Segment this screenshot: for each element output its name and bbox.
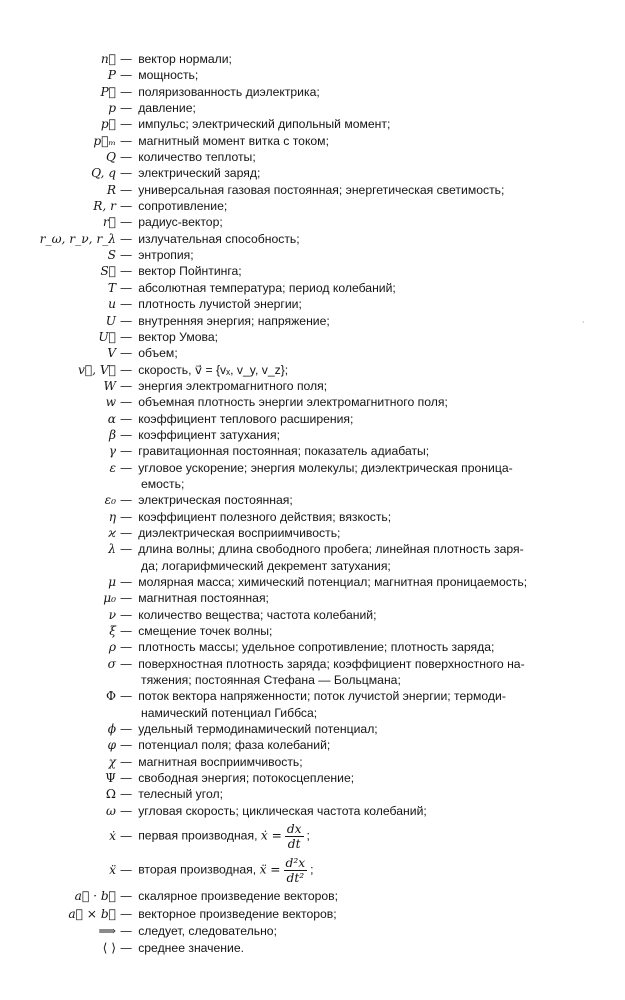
notation-entry — [0, 67, 625, 83]
entry-symbol: T — [107, 280, 116, 295]
entry-symbol: U⃗ — [98, 329, 116, 344]
notation-entry — [0, 362, 625, 378]
entry-description: угловое ускорение; энергия молекулы; диэлектрическая проница- — [138, 460, 513, 475]
entry-dash: — — [120, 313, 133, 328]
derivative-tail: ; — [310, 862, 314, 877]
entry-description: вектор нормали; — [138, 52, 232, 66]
notation-entry — [0, 133, 625, 149]
entry-dash: — — [120, 542, 133, 557]
notation-entry — [0, 688, 625, 704]
entry-description: сопротивление; — [138, 199, 228, 214]
notation-entry — [0, 263, 625, 279]
entry-dash: — — [120, 941, 133, 956]
entry-dash: — — [120, 640, 133, 655]
entry-description: радиус-вектор; — [138, 215, 223, 230]
entry-dash: — — [120, 828, 133, 843]
entry-symbol: β — [108, 427, 116, 442]
entry-dash: — — [120, 362, 133, 377]
entry-symbol: S — [107, 248, 116, 263]
entry-dash: — — [120, 771, 133, 786]
derivative-fraction — [284, 856, 308, 885]
notation-entry — [0, 411, 625, 427]
entry-symbol: P — [107, 68, 116, 83]
entry-symbol: μ₀ — [103, 591, 116, 606]
entry-symbol: S⃗ — [100, 264, 116, 279]
entry-dash: — — [120, 906, 133, 921]
notation-entry — [0, 590, 625, 606]
entry-description: количество вещества; частота колебаний; — [138, 607, 377, 622]
entry-symbol: ε — [109, 460, 116, 475]
entry-description: энергия электромагнитного поля; — [138, 378, 328, 393]
entry-description: объемная плотность энергии электромагнитного поля; — [138, 395, 448, 410]
entry-dash: — — [120, 280, 133, 295]
entry-description: плотность массы; удельное сопротивление; плотность заряда; — [138, 640, 495, 655]
entry-description: электрическая постоянная; — [138, 493, 293, 508]
notation-entry — [0, 623, 625, 639]
entry-dash: — — [120, 787, 133, 802]
entry-description: количество теплоты; — [138, 150, 256, 165]
derivative-tail: ; — [306, 828, 310, 843]
notation-entry — [0, 149, 625, 165]
notation-entry — [0, 247, 625, 263]
notation-entry — [0, 786, 625, 802]
derivative-fraction — [285, 822, 304, 851]
entry-dash: — — [120, 689, 133, 704]
notation-entry — [0, 770, 625, 786]
entry-description — [138, 856, 625, 885]
notation-entry — [0, 231, 625, 247]
entry-description: гравитационная постоянная; показатель адиабаты; — [138, 444, 430, 459]
entry-dash: — — [120, 166, 133, 181]
derivative-text: первая производная, — [138, 828, 258, 843]
notation-entry — [0, 214, 625, 230]
notation-entry — [0, 737, 625, 753]
entry-description: магнитный момент витка с током; — [138, 133, 329, 148]
entry-symbol: Q — [106, 150, 116, 165]
entry-description: вектор Пойнтинга; — [138, 264, 242, 279]
entry-dash: — — [120, 460, 133, 475]
entry-description: мощность; — [138, 68, 199, 83]
entry-description: следует, следовательно; — [138, 923, 277, 938]
entry-symbol: μ — [108, 575, 116, 589]
entry-description: коэффициент полезного действия; вязкость; — [138, 509, 392, 524]
notation-entry — [0, 329, 625, 345]
notation-entry — [0, 394, 625, 410]
entry-dash: — — [120, 346, 133, 361]
entry-dash: — — [120, 444, 133, 459]
derivative-lhs: ẋ = — [260, 828, 282, 843]
entry-symbol: σ — [107, 656, 116, 671]
entry-symbol: Q, q — [91, 166, 116, 181]
entry-description: угловая скорость; циклическая частота колебаний; — [138, 803, 427, 818]
entry-dash: — — [120, 738, 133, 753]
notation-entry — [0, 296, 625, 312]
notation-entry — [0, 443, 625, 459]
derivative-lhs: ẍ = — [259, 862, 281, 877]
entry-dash: — — [120, 591, 133, 606]
fraction-numerator: d²x — [285, 855, 306, 870]
notation-entry — [0, 906, 625, 922]
entry-symbol: ⟨ ⟩ — [102, 941, 116, 956]
entry-description: поверхностная плотность заряда; коэффициент поверхностного на- — [138, 656, 525, 671]
entry-description: плотность лучистой энергии; — [138, 297, 302, 312]
entry-description: импульс; электрический дипольный момент; — [138, 117, 391, 132]
entry-symbol: p⃗ₘ — [93, 133, 116, 148]
entry-dash: — — [120, 215, 133, 230]
notation-entry — [0, 198, 625, 214]
entry-symbol: ε₀ — [104, 493, 116, 508]
notation-entry — [0, 525, 625, 541]
entry-symbol: ρ — [108, 640, 116, 655]
entry-description: вектор Умова; — [138, 329, 219, 344]
entry-symbol: ω — [106, 803, 116, 818]
entry-continuation: емость; — [141, 476, 185, 491]
entry-dash: — — [120, 575, 133, 589]
notation-entry — [0, 378, 625, 394]
entry-dash: — — [120, 624, 133, 639]
entry-symbol: α — [107, 411, 116, 426]
entry-dash: — — [120, 395, 133, 410]
notation-entry — [0, 656, 625, 672]
entry-dash: — — [120, 525, 133, 540]
entry-dash: — — [120, 199, 133, 214]
entry-symbol: ẋ — [109, 828, 116, 843]
derivative-entry — [0, 853, 625, 887]
entry-description: среднее значение. — [138, 941, 245, 956]
entry-dash: — — [120, 656, 133, 671]
entry-description: абсолютная температура; период колебаний; — [138, 280, 396, 295]
entry-dash: — — [120, 509, 133, 524]
entry-dash: — — [120, 378, 133, 393]
entry-dash: — — [120, 231, 133, 246]
entry-description: смещение точек волны; — [138, 624, 273, 639]
entry-description: потенциал поля; фаза колебаний; — [138, 738, 331, 753]
entry-symbol: U — [105, 313, 116, 328]
entry-description: длина волны; длина свободного пробега; линейная плотность заря- — [138, 542, 524, 557]
entry-symbol: n⃗ — [100, 52, 116, 66]
notation-entry — [0, 803, 625, 819]
notation-entry — [0, 460, 625, 476]
notation-entry — [0, 116, 625, 132]
entry-symbol: r_ω, r_ν, r_λ — [39, 231, 116, 246]
notation-entry — [0, 84, 625, 100]
entry-symbol: R, r — [93, 199, 116, 214]
entry-dash: — — [120, 297, 133, 312]
entry-description: давление; — [138, 101, 196, 116]
derivative-entry — [0, 819, 625, 853]
entry-continuation: тяжения; постоянная Стефана — Больцмана; — [141, 673, 401, 688]
entry-continuation: да; логарифмический декремент затухания; — [141, 558, 391, 573]
entry-symbol: a⃗ · b⃗ — [74, 889, 116, 904]
entry-symbol: R — [106, 182, 116, 197]
entry-dash: — — [120, 889, 133, 904]
entry-symbol: V — [107, 346, 116, 361]
fraction-denominator: dt² — [286, 870, 305, 885]
entry-dash: — — [120, 411, 133, 426]
entry-description: скорость, v⃗ = {vₓ, v_y, v_z}; — [138, 362, 289, 377]
entry-dash: — — [120, 248, 133, 263]
entry-dash: — — [120, 101, 133, 116]
entry-description: диэлектрическая восприимчивость; — [138, 525, 341, 540]
entry-symbol: w — [105, 395, 116, 410]
notation-entry — [0, 541, 625, 557]
entry-dash: — — [120, 722, 133, 737]
entry-dash: — — [120, 427, 133, 442]
notation-entry — [0, 574, 625, 590]
entry-symbol: ξ — [109, 624, 116, 639]
entry-description: магнитная восприимчивость; — [138, 754, 303, 769]
entry-symbol: v⃗, V⃗ — [77, 362, 116, 377]
entry-description: поляризованность диэлектрика; — [138, 84, 320, 99]
entry-dash: — — [120, 133, 133, 148]
entry-description: свободная энергия; потокосцепление; — [138, 771, 355, 786]
margin-mark: · — [582, 318, 585, 327]
entry-description — [138, 822, 625, 851]
entry-symbol: W — [103, 378, 116, 393]
notation-list — [0, 51, 625, 957]
entry-symbol: γ — [108, 444, 116, 459]
entry-symbol: P⃗ — [100, 84, 116, 99]
entry-dash: — — [120, 68, 133, 83]
notation-entry — [0, 607, 625, 623]
entry-symbol: η — [108, 509, 116, 524]
entry-description: векторное произведение векторов; — [138, 906, 337, 921]
entry-symbol: a⃗ × b⃗ — [68, 906, 116, 921]
entry-symbol: Ψ — [105, 771, 116, 786]
entry-description: излучательная способность; — [138, 231, 300, 246]
entry-description: коэффициент затухания; — [138, 427, 280, 442]
entry-symbol: p — [108, 101, 116, 116]
entry-symbol: ⟹ — [98, 923, 116, 938]
entry-symbol: ϰ — [108, 525, 116, 540]
notation-entry — [0, 182, 625, 198]
entry-dash: — — [120, 150, 133, 165]
entry-dash: — — [120, 182, 133, 197]
entry-description: электрический заряд; — [138, 166, 261, 181]
entry-description: коэффициент теплового расширения; — [138, 411, 354, 426]
notation-entry — [0, 888, 625, 904]
fraction-denominator: dt — [287, 836, 301, 851]
entry-description: объем; — [138, 346, 178, 361]
entry-symbol: ẍ — [109, 862, 116, 877]
entry-description: энтропия; — [138, 248, 194, 263]
entry-dash: — — [120, 493, 133, 508]
entry-description: универсальная газовая постоянная; энергетическая светимость; — [138, 182, 505, 197]
entry-symbol: χ — [108, 754, 116, 769]
entry-description: удельный термодинамический потенциал; — [138, 722, 378, 737]
entry-dash: — — [120, 803, 133, 818]
notation-entry — [0, 754, 625, 770]
entry-dash: — — [120, 862, 133, 877]
derivative-text: вторая производная, — [138, 862, 257, 877]
notation-entry — [0, 427, 625, 443]
notation-entry — [0, 509, 625, 525]
notation-entry — [0, 639, 625, 655]
notation-entry — [0, 313, 625, 329]
entry-dash: — — [120, 117, 133, 132]
notation-entry — [0, 51, 625, 67]
notation-entry — [0, 345, 625, 361]
entry-dash: — — [120, 264, 133, 279]
notation-entry — [0, 940, 625, 956]
entry-dash: — — [120, 607, 133, 622]
entry-symbol: ϕ — [107, 722, 116, 737]
entry-description: скалярное произведение векторов; — [138, 889, 339, 904]
entry-dash: — — [120, 52, 133, 66]
entry-symbol: ν — [108, 607, 116, 622]
entry-symbol: Ω — [105, 787, 116, 802]
entry-description: магнитная постоянная; — [138, 591, 269, 606]
entry-symbol: Φ — [106, 689, 116, 704]
fraction-numerator: dx — [286, 821, 302, 836]
entry-continuation: намический потенциал Гиббса; — [141, 705, 318, 720]
entry-description: внутренняя энергия; напряжение; — [138, 313, 330, 328]
entry-description: телесный угол; — [138, 787, 223, 802]
entry-dash: — — [120, 754, 133, 769]
entry-dash: — — [120, 923, 133, 938]
entry-symbol: φ — [107, 738, 116, 753]
entry-symbol: u — [108, 297, 116, 312]
notation-entry — [0, 721, 625, 737]
entry-symbol: r⃗ — [102, 215, 116, 230]
notation-entry — [0, 492, 625, 508]
notation-entry — [0, 923, 625, 939]
entry-dash: — — [120, 84, 133, 99]
entry-symbol: λ — [108, 542, 116, 557]
notation-entry — [0, 165, 625, 181]
entry-description: поток вектора напряженности; поток лучистой энергии; термоди- — [138, 689, 506, 704]
notation-entry — [0, 280, 625, 296]
entry-description: молярная масса; химический потенциал; магнитная проницаемость; — [138, 575, 528, 589]
entry-dash: — — [120, 329, 133, 344]
entry-symbol: p⃗ — [100, 117, 116, 132]
notation-entry — [0, 100, 625, 116]
